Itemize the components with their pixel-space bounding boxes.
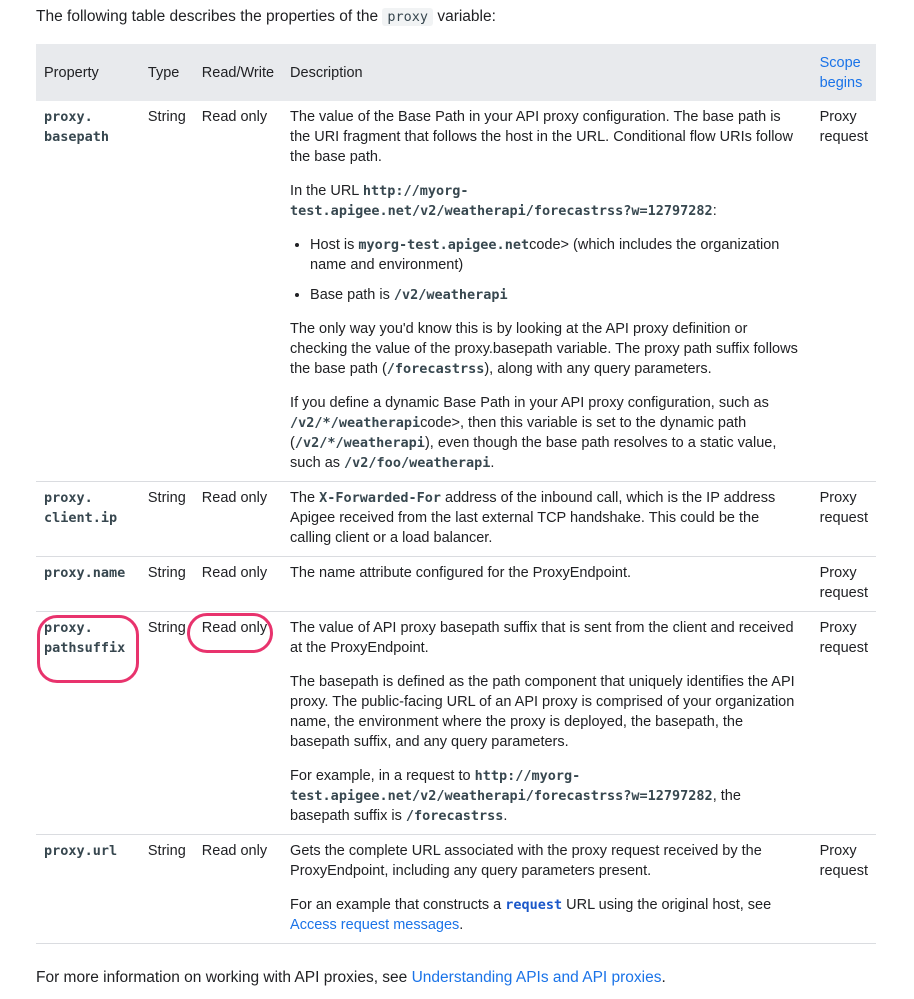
list-item <box>310 285 804 305</box>
property-name-basepath <box>44 109 109 145</box>
text: The only way you'd know this is by looking at the API proxy definition or checking the value of the proxy.basepath variable. The proxy path suffix follows the base path ( <box>290 321 798 377</box>
text: Base path is <box>310 287 394 303</box>
text: URL using the original host, see <box>562 897 772 913</box>
property-part: pathsuffix <box>44 640 126 656</box>
scope-text: request <box>819 640 868 656</box>
scope-text: Proxy <box>819 490 857 506</box>
text: For an example that constructs a <box>290 897 506 913</box>
text: , the basepath suffix is <box>290 788 741 824</box>
outro-text-before: For more information on working with API proxies, see <box>36 969 412 986</box>
code-suffix: /forecastrss <box>405 808 504 824</box>
description-list <box>290 235 804 305</box>
text: code> (which includes the organization name and environment) <box>310 237 780 273</box>
text: Host is <box>310 237 359 253</box>
property-part: client.ip <box>44 510 118 526</box>
table-row <box>36 101 876 482</box>
description-paragraph: The value of API proxy basepath suffix that is sent from the client and received at the ProxyEndpoint. <box>290 620 794 656</box>
cell-scope <box>812 482 876 557</box>
table-row <box>36 612 876 835</box>
header-read-write: Read/Write <box>194 44 282 101</box>
code-url: http://myorg- <box>474 768 581 784</box>
description-paragraph <box>290 319 804 379</box>
cell-description <box>282 482 812 557</box>
property-part: proxy. <box>44 490 93 506</box>
text: ), even though the base path resolves to a static value, such as <box>290 435 777 471</box>
intro-text-before: The following table describes the properties of the <box>36 8 383 25</box>
intro-code-proxy: proxy <box>382 8 433 26</box>
cell-description <box>282 835 812 944</box>
code-suffix: /forecastrss <box>386 361 485 377</box>
cell-scope <box>812 835 876 944</box>
header-type: Type <box>140 44 194 101</box>
list-item <box>310 235 804 275</box>
highlight-read-only-circle <box>187 613 273 653</box>
code-header: X-Forwarded-For <box>319 490 441 506</box>
cell-read-write: Read only <box>194 612 282 835</box>
table-row <box>36 557 876 612</box>
text: address of the inbound call, which is the IP address Apigee received from the last external TCP handshake. This could be the calling client or a load balancer. <box>290 490 776 546</box>
cell-type: String <box>140 612 194 835</box>
header-scope-line1[interactable]: Scope <box>819 54 861 71</box>
cell-type: String <box>140 557 194 612</box>
scope-text: request <box>819 863 868 879</box>
cell-property <box>36 835 140 944</box>
cell-property <box>36 482 140 557</box>
property-part: proxy. <box>44 620 93 636</box>
code-host: myorg-test.apigee.net <box>358 237 530 253</box>
text: ), along with any query parameters. <box>484 361 712 377</box>
table-row <box>36 482 876 557</box>
cell-type: String <box>140 482 194 557</box>
scope-text: request <box>819 129 868 145</box>
description-paragraph: The name attribute configured for the ProxyEndpoint. <box>290 565 631 581</box>
description-paragraph: Gets the complete URL associated with the proxy request received by the ProxyEndpoint, including any query parameters present. <box>290 843 762 879</box>
property-part: basepath <box>44 129 110 145</box>
cell-scope <box>812 612 876 835</box>
text: For example, in a request to <box>290 768 475 784</box>
access-request-messages-link[interactable]: Access request messages <box>290 917 460 933</box>
header-property: Property <box>36 44 140 101</box>
highlight-pathsuffix-circle <box>37 615 139 683</box>
description-paragraph: The value of the Base Path in your API proxy configuration. The base path is the URI fragment that follows the host in the URL. Conditional flow URIs follow the base path. <box>290 109 793 165</box>
text: The <box>290 490 320 506</box>
code-url: http://myorg- <box>362 183 469 199</box>
scope-text: request <box>819 585 868 601</box>
text: . <box>503 808 508 824</box>
cell-read-write: Read only <box>194 482 282 557</box>
cell-property <box>36 101 140 482</box>
cell-read-write: Read only <box>194 101 282 482</box>
outro-text <box>36 967 666 989</box>
text: code>, then this variable is set to the dynamic path ( <box>290 415 747 451</box>
code-url: test.apigee.net/v2/weatherapi/forecastrss?w=12797282 <box>290 788 713 804</box>
table-header-row <box>36 44 876 101</box>
text: . <box>490 455 495 471</box>
outro-text-after: . <box>661 969 666 986</box>
header-description: Description <box>282 44 812 101</box>
code-url: test.apigee.net/v2/weatherapi/forecastrss?w=12797282 <box>290 203 713 219</box>
code-basepath: /v2/weatherapi <box>393 287 508 303</box>
code-request-link[interactable]: request <box>505 897 563 913</box>
cell-description <box>282 101 812 482</box>
table-row <box>36 835 876 944</box>
code-path: /v2/*/weatherapi <box>290 415 421 431</box>
cell-type: String <box>140 835 194 944</box>
description-paragraph: The basepath is defined as the path component that uniquely identifies the API proxy. The public-facing URL of an API proxy is comprised of your organization name, the environment where the proxy is deployed, the basepath, the basepath suffix, and any query parameters. <box>290 674 795 750</box>
description-paragraph <box>290 766 804 826</box>
intro-text-after: variable: <box>433 8 496 25</box>
cell-type: String <box>140 101 194 482</box>
scope-text: Proxy <box>819 843 857 859</box>
description-paragraph <box>290 488 804 548</box>
text: In the URL <box>290 183 363 199</box>
text: : <box>712 203 717 219</box>
header-scope-line2[interactable]: begins <box>819 74 863 91</box>
code-path: /v2/foo/weatherapi <box>344 455 491 471</box>
cell-scope <box>812 101 876 482</box>
description-paragraph <box>290 393 804 473</box>
text: . <box>459 917 464 933</box>
text: If you define a dynamic Base Path in your API proxy configuration, such as <box>290 395 769 411</box>
description-paragraph <box>290 181 804 221</box>
property-name-name: proxy.name <box>44 565 126 581</box>
scope-text: request <box>819 510 868 526</box>
cell-read-write: Read only <box>194 835 282 944</box>
cell-read-write: Read only <box>194 557 282 612</box>
cell-property <box>36 557 140 612</box>
description-paragraph <box>290 895 804 935</box>
scope-text: Proxy <box>819 565 857 581</box>
intro-text <box>36 6 496 28</box>
scope-text: Proxy <box>819 109 857 125</box>
cell-description <box>282 557 812 612</box>
scope-text: Proxy <box>819 620 857 636</box>
properties-table <box>36 44 876 944</box>
understanding-apis-link[interactable]: Understanding APIs and API proxies <box>411 969 662 986</box>
cell-scope <box>812 557 876 612</box>
code-path: /v2/*/weatherapi <box>294 435 425 451</box>
property-name-client-ip <box>44 490 117 526</box>
property-part: proxy. <box>44 109 93 125</box>
header-scope-begins[interactable] <box>812 44 876 101</box>
cell-description <box>282 612 812 835</box>
property-name-url: proxy.url <box>44 843 118 859</box>
